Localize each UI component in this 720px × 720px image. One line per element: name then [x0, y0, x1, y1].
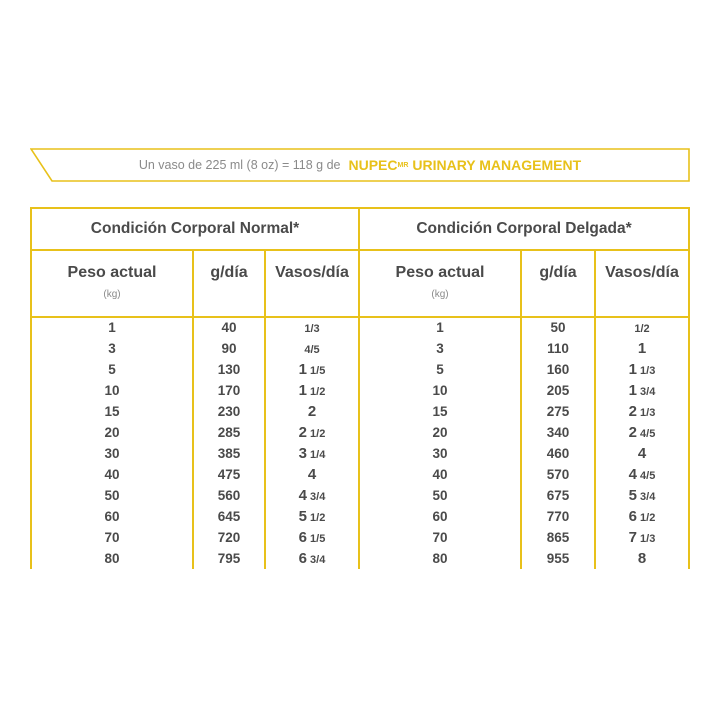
- cups-fraction: 4/5: [636, 428, 656, 440]
- cups-whole: 4: [298, 487, 307, 504]
- cups-whole: 2: [298, 424, 307, 441]
- cups-fraction: 1/3: [636, 407, 656, 419]
- normal-condition-title: Condición Corporal Normal*: [90, 220, 300, 237]
- thin-cups-cell: [596, 468, 688, 483]
- thin-cups-cell: [596, 531, 688, 546]
- normal-weight-header: Peso actual: [67, 264, 157, 281]
- thin-weight-cell: 5: [436, 362, 444, 377]
- product-name: URINARY MANAGEMENT: [412, 157, 582, 173]
- normal-cups-cell: [266, 552, 358, 567]
- normal-weight-cell: 10: [104, 383, 120, 398]
- normal-grams-cell: 40: [221, 320, 237, 335]
- thin-weight-cell: 30: [432, 446, 448, 461]
- thin-grams-header: g/día: [539, 264, 577, 281]
- cups-whole: 5: [628, 487, 637, 504]
- banner-text: [30, 148, 690, 182]
- thin-cups-cell: [596, 405, 688, 420]
- thin-weight-cell: 60: [432, 509, 448, 524]
- cups-whole: 5: [298, 508, 307, 525]
- thin-cups-cell: [596, 363, 688, 378]
- normal-cups-cell: [266, 510, 358, 525]
- thin-weight-cell: 40: [432, 467, 448, 482]
- normal-weight-cell: 50: [104, 488, 120, 503]
- cups-whole: 1: [637, 340, 647, 357]
- normal-grams-cell: 130: [217, 362, 241, 377]
- thin-grams-cell: 110: [547, 341, 569, 356]
- cups-whole: 7: [628, 529, 637, 546]
- normal-weight-cell: 20: [104, 425, 120, 440]
- normal-grams-cell: 720: [217, 530, 241, 545]
- normal-cups-cell: [266, 363, 358, 378]
- normal-cups-cell: [266, 489, 358, 504]
- normal-weight-cell: 3: [108, 341, 116, 356]
- cups-whole: 6: [628, 508, 637, 525]
- serving-banner: [30, 148, 690, 182]
- normal-grams-cell: 90: [221, 341, 237, 356]
- thin-cups-cell: [596, 426, 688, 441]
- cups-fraction: 1/2: [636, 512, 656, 524]
- cups-fraction: 4/5: [636, 470, 656, 482]
- thin-weight-cell: 80: [432, 551, 448, 566]
- thin-cups-cell: [596, 447, 688, 461]
- thin-weight-cell: 10: [432, 383, 448, 398]
- normal-cups-header: Vasos/día: [275, 264, 349, 281]
- normal-weight-cell: 5: [108, 362, 116, 377]
- normal-cups-cell: [266, 447, 358, 462]
- normal-weight-cell: 60: [104, 509, 120, 524]
- thin-grams-cell: 460: [546, 446, 570, 461]
- cups-fraction: 1/2: [634, 323, 650, 335]
- brand-mark: MR: [397, 161, 409, 169]
- cups-whole: 1: [298, 382, 307, 399]
- thin-grams-cell: 955: [546, 551, 570, 566]
- cups-whole: 1: [628, 361, 637, 378]
- thin-weight-cell: 70: [432, 530, 448, 545]
- header-row-border: [30, 316, 690, 318]
- cups-fraction: 3/4: [306, 491, 326, 503]
- normal-weight-unit: (kg): [103, 289, 121, 300]
- thin-cups-cell: [596, 384, 688, 399]
- normal-weight-cell: 30: [104, 446, 120, 461]
- thin-grams-cell: 675: [546, 488, 570, 503]
- cups-whole: 2: [628, 403, 637, 420]
- thin-weight-cell: 3: [436, 341, 444, 356]
- cups-fraction: 1/5: [306, 533, 326, 545]
- normal-grams-cell: 475: [217, 467, 241, 482]
- brand-name: NUPEC: [348, 157, 398, 173]
- cups-fraction: 1/5: [306, 365, 326, 377]
- thin-grams-cell: 275: [546, 404, 570, 419]
- thin-cups-cell: [596, 321, 688, 336]
- normal-grams-cell: 285: [217, 425, 241, 440]
- thin-weight-cell: 15: [432, 404, 448, 419]
- cups-whole: 4: [307, 466, 317, 483]
- normal-grams-cell: 645: [217, 509, 241, 524]
- thin-weight-cell: 50: [432, 488, 448, 503]
- normal-cups-cell: [266, 321, 358, 336]
- cups-fraction: 1/2: [306, 512, 326, 524]
- normal-cups-cell: [266, 342, 358, 357]
- cups-whole: 4: [637, 445, 647, 462]
- thin-grams-cell: 160: [546, 362, 570, 377]
- normal-cups-cell: [266, 468, 358, 482]
- normal-cups-cell: [266, 405, 358, 419]
- normal-grams-header: g/día: [210, 264, 248, 281]
- cups-whole: 6: [298, 550, 307, 567]
- title-row-border: [30, 249, 690, 251]
- thin-grams-cell: 770: [546, 509, 570, 524]
- thin-cups-cell: [596, 552, 688, 566]
- thin-weight-cell: 20: [432, 425, 448, 440]
- normal-cups-cell: [266, 531, 358, 546]
- cups-whole: 3: [298, 445, 307, 462]
- banner-prefix: Un vaso de 225 ml (8 oz) = 118 g de: [138, 158, 341, 172]
- thin-grams-cell: 50: [550, 320, 566, 335]
- cups-whole: 2: [628, 424, 637, 441]
- cups-fraction: 1/3: [304, 323, 320, 335]
- normal-weight-cell: 80: [104, 551, 120, 566]
- cups-whole: 4: [628, 466, 637, 483]
- thin-grams-cell: 340: [546, 425, 570, 440]
- thin-grams-cell: 570: [546, 467, 570, 482]
- normal-weight-cell: 70: [104, 530, 120, 545]
- thin-grams-cell: 865: [546, 530, 570, 545]
- cups-fraction: 1/2: [306, 386, 326, 398]
- thin-cups-cell: [596, 489, 688, 504]
- thin-weight-header: Peso actual: [395, 264, 485, 281]
- normal-grams-cell: 795: [217, 551, 241, 566]
- normal-grams-cell: 230: [217, 404, 241, 419]
- normal-weight-cell: 1: [108, 320, 116, 335]
- cups-whole: 6: [298, 529, 307, 546]
- cups-whole: 2: [307, 403, 317, 420]
- cups-fraction: 3/4: [636, 491, 656, 503]
- normal-cups-cell: [266, 426, 358, 441]
- cups-whole: 1: [298, 361, 307, 378]
- cups-whole: 8: [637, 550, 647, 567]
- thin-cups-cell: [596, 342, 688, 356]
- thin-grams-cell: 205: [546, 383, 570, 398]
- thin-cups-cell: [596, 510, 688, 525]
- cups-fraction: 3/4: [306, 554, 326, 566]
- cups-fraction: 3/4: [636, 386, 656, 398]
- cups-whole: 1: [628, 382, 637, 399]
- cups-fraction: 1/4: [306, 449, 326, 461]
- cups-fraction: 1/2: [306, 428, 326, 440]
- cups-fraction: 1/3: [636, 365, 656, 377]
- thin-weight-cell: 1: [436, 320, 444, 335]
- cups-fraction: 4/5: [304, 344, 320, 356]
- normal-weight-cell: 40: [104, 467, 120, 482]
- thin-condition-title: Condición Corporal Delgada*: [416, 220, 632, 237]
- thin-cups-header: Vasos/día: [605, 264, 679, 281]
- normal-grams-cell: 560: [217, 488, 241, 503]
- normal-cups-cell: [266, 384, 358, 399]
- thin-weight-unit: (kg): [431, 289, 449, 300]
- normal-grams-cell: 385: [217, 446, 241, 461]
- cups-fraction: 1/3: [636, 533, 656, 545]
- normal-weight-cell: 15: [104, 404, 120, 419]
- normal-grams-cell: 170: [217, 383, 241, 398]
